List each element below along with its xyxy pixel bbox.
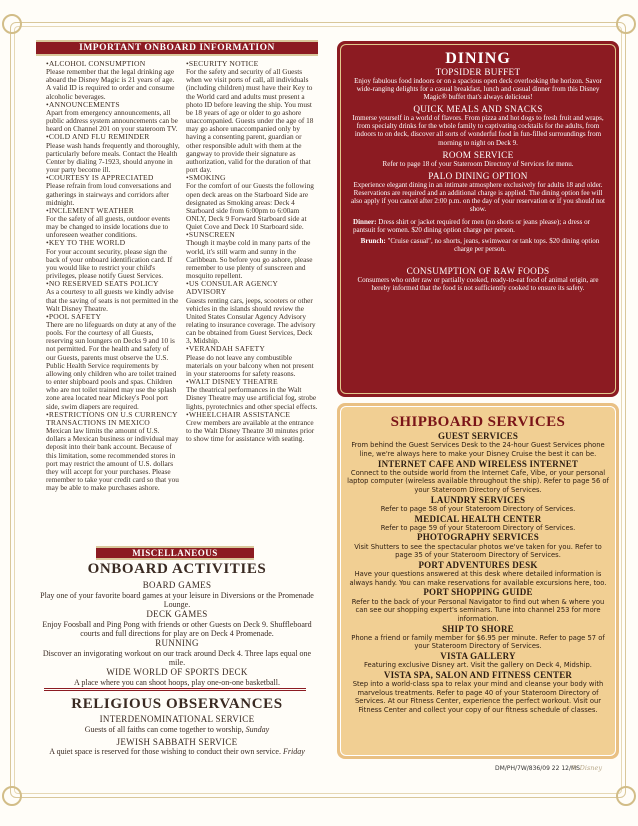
service-section-text: Phone a friend or family member for $6.95 per minute. Refer to page 57 of your Stateroom Directory of Services.	[351, 633, 605, 651]
dining-text: Refer to page 18 of your Stateroom Directory of Services for menu.	[382, 159, 574, 168]
service-day: Friday	[282, 747, 305, 757]
info-heading: •INCLEMENT WEATHER	[46, 205, 135, 215]
service-section-text: From behind the Guest Services Desk to the 24-hour Guest Services phone line, we're always here to make your Disney Cruise the best it can be.	[351, 441, 605, 458]
service-section-heading: VISTA GALLERY	[440, 651, 516, 661]
dining-text: Enjoy fabulous food indoors or on a spacious open deck overlooking the horizon. Savor wide-ranging delights for a casual breakfast, lunch and casual dinner from this Disney Magic® buffet that's always delicious!	[354, 77, 602, 102]
info-heading: •COURTESY IS APPRECIATED	[46, 173, 154, 183]
dining-heading: TOPSIDER BUFFET	[435, 67, 521, 77]
activity-text: A place where you can shoot hoops, play one-on-one basketball.	[74, 677, 280, 687]
activity-text: Enjoy Foosball and Ping Pong with friends or other Guests on Deck 9. Shuffleboard courts and full directions for play are on Deck 4 Promenade.	[42, 619, 312, 638]
dining-text: Experience elegant dining in an intimate atmosphere exclusively for adults 18 and older. Reservations are required and an additional charge is applied. The dining option fee will also apply if you cancel after 2:00 p.m. on the day of your reservation or if you should not show.	[350, 180, 605, 214]
dining-title: DINING	[445, 50, 511, 67]
info-text: There are no lifeguards on duty at any of the pools. For the courtesy of all Guests, reserving sun loungers on Decks 9 and 10 is not permitted. For the health and safety of our Guests, parents must observe the U.S. Public Health Service requirements by allowing only children who are toilet trained to enter shipboard pools and spas. Children who are not toilet trained may use the splash zone area located near Mickey's Pool port side, swim diapers are required.	[46, 320, 177, 411]
service-section-heading: LAUNDRY SERVICES	[430, 494, 526, 505]
activity-text: Discover an invigorating workout on our track around Deck 4. Three laps equal one mile.	[42, 648, 312, 667]
miscellaneous-banner: MISCELLANEOUS	[96, 546, 254, 560]
dining-heading: PALO DINING OPTION	[428, 170, 528, 181]
service-section-heading: GUEST SERVICES	[437, 431, 519, 441]
info-text: Guests renting cars, jeeps, scooters or other vehicles in the islands should review the United States Consular Agency Advisory relating to insurance coverage. The advisory can be obtained from Guest Services, Deck 3, Midship.	[186, 295, 316, 346]
service-section-heading: INTERNET CAFE AND WIRELESS INTERNET	[377, 458, 579, 469]
service-section-heading: SHIP TO SHORE	[442, 623, 514, 634]
raw-foods-notice: CONSUMPTION OF RAW FOODS Consumers who order raw or partially cooked, ready-to-eat food of animal origin, are hereby informed that the food is not sufficiently cooked to ensure its safety.	[357, 265, 599, 292]
corner-ornament-icon	[2, 14, 22, 34]
info-text: Though it maybe cold in many parts of the world, it's still warm and sunny in the Caribbean. So before you go ashore, please remember to use plenty of sunscreen and mosquito repellent.	[186, 238, 313, 281]
info-text: Please do not leave any combustible materials on your balcony when not present in your staterooms for safety reasons.	[186, 352, 314, 378]
info-heading: •ALCOHOL CONSUMPTION	[46, 59, 146, 68]
service-text	[36, 725, 318, 734]
service-section-text: Refer to page 59 of your Stateroom Directory of Services.	[380, 523, 576, 532]
info-heading: •WALT DISNEY THEATRE	[186, 377, 278, 387]
dining-text: Immerse yourself in a world of flavors. From pizza and hot dogs to fresh fruit and wraps, from specialty drinks for the whole family to captivating cocktails for the adults, from indoors to on deck, discover all sorts of wonderful food in fun-filled surroundings from morning to night on Deck 9.	[352, 114, 604, 147]
service-section-text: Connect to the outside world from the Internet Cafe, Vibe, or your personal laptop computer (wireless available throughout the ship). Refer to page 56 of your Stateroom Directory of Services.	[347, 468, 609, 494]
service-section-text: Refer to the back of your Personal Navigator to find out when & where you can see our shopping expert's seminars. Tune into channel 253 for more information.	[351, 597, 605, 623]
info-heading: •KEY TO THE WORLD	[46, 238, 126, 248]
document-code: DM/PH/7W/836/09 22 12/MS	[495, 765, 580, 772]
dinner-dress-code: Dinner: Dress shirt or jacket required for men (no shorts or jeans please); a dress or pantsuit for women. $20 dining option charge per person.	[353, 218, 590, 235]
onboard-activities-title: ONBOARD ACTIVITIES	[87, 561, 267, 577]
disney-logo: © Disney	[571, 764, 602, 772]
service-text	[36, 747, 318, 756]
section-divider	[44, 688, 306, 689]
service-section-heading: VISTA SPA, SALON AND FITNESS CENTER	[383, 669, 573, 680]
service-heading: INTERDENOMINATIONAL SERVICE	[99, 714, 255, 724]
info-heading: •VERANDAH SAFETY	[186, 344, 266, 354]
info-heading: •ANNOUNCEMENTS	[46, 99, 120, 109]
religious-observances-section	[36, 697, 318, 757]
info-text: Please refrain from loud conversations and gatherings in stairways and corridors after midnight.	[46, 181, 172, 207]
info-heading: •POOL SAFETY	[46, 311, 102, 321]
brunch-dress-code: Brunch: "Cruise casual", no shorts, jeans, swimwear or tank tops. $20 dining option charge per person.	[360, 237, 600, 254]
activity-heading: RUNNING	[155, 638, 199, 649]
info-column-right	[186, 60, 318, 443]
info-text: Crew members are available at the entrance to the Walt Disney Theatre 30 minutes prior to show time for assistance with seating.	[186, 417, 315, 444]
service-section-text: Visit Shutters to see the spectacular photos we've taken for you. Refer to page 35 of your Stateroom Directory of Services.	[354, 542, 602, 560]
info-text: For the safety of all guests, outdoor events may be changed to inside locations due to unforeseen weather conditions.	[46, 213, 171, 240]
service-section-text: Have your questions answered at this desk where detailed information is always handy. You can make reservations for available excursions here, too.	[349, 570, 607, 587]
info-text: For the comfort of our Guests the following open deck areas on the Starboard Side are designated as Smoking areas: Deck 4 Starboard side from 6:00pm to 6:00am ONLY, Deck 9 Forward Starboard side at Quiet Cove and Deck 10 Starboard side.	[186, 181, 314, 232]
info-heading: •SUNSCREEN	[186, 230, 235, 240]
service-section-text: Featuring exclusive Disney art. Visit the gallery on Deck 4, Midship.	[364, 661, 592, 670]
service-section-text: Refer to page 58 of your Stateroom Directory of Services.	[380, 504, 576, 513]
service-heading: JEWISH SABBATH SERVICE	[116, 736, 238, 747]
activity-text: Play one of your favorite board games at your leisure in Diversions or the Promenade Lounge.	[40, 590, 314, 609]
info-heading: •US CONSULAR AGENCY ADVISORY	[186, 279, 278, 297]
activity-heading: DECK GAMES	[146, 609, 208, 620]
info-text: Apart from emergency announcements, all public address system announcements can be heard on Channel 201 on your stateroom TV.	[46, 107, 178, 134]
service-section-text: Step into a world-class spa to relax your mind and cleanse your body with marvelous treatments. Refer to page 40 of your Stateroom Directory of Services. At our Fitness Center, experience the perfect workout. Visit our Fitness Center and collect your copy of our fitness schedule of classes.	[352, 680, 604, 714]
info-heading: •SECURITY NOTICE	[186, 59, 259, 68]
service-section-heading: MEDICAL HEALTH CENTER	[414, 513, 542, 524]
info-heading: •RESTRICTIONS ON U.S CURRENCY TRANSACTIONS IN MEXICO	[46, 409, 178, 427]
info-text: Please wash hands frequently and thoroughly, particularly before meals. Contact the Health Center by dialing 7-1923, should anyone in your party become ill.	[46, 140, 180, 175]
shipboard-services-panel	[337, 403, 619, 759]
info-heading: •NO RESERVED SEATS POLICY	[46, 279, 159, 289]
service-description: Guests of all faiths can come together to worship,	[84, 724, 246, 734]
service-section-heading: PORT SHOPPING GUIDE	[423, 587, 533, 598]
info-heading: •SMOKING	[186, 173, 226, 183]
important-info-banner: IMPORTANT ONBOARD INFORMATION	[36, 40, 318, 56]
info-heading: •WHEELCHAIR ASSISTANCE	[186, 409, 291, 419]
service-section-heading: PORT ADVENTURES DESK	[418, 559, 538, 570]
shipboard-services-title: SHIPBOARD SERVICES	[390, 414, 566, 430]
service-section-heading: PHOTOGRAPHY SERVICES	[417, 532, 539, 543]
info-text: Please remember that the legal drinking age aboard the Disney Magic is 21 years of age. A valid ID is required to order and consume alcoholic beverages.	[46, 67, 175, 101]
info-text: Mexican law limits the amount of U.S. dollars a Mexican business or individual may deposit into their bank account. Because of this limitation, some recommended stores in port may restrict the amount of U.S. dollars they will accept for your purchases. Please remember to take your credit card so that you may be able to make purchases ashore.	[46, 426, 179, 493]
service-day: Sunday	[245, 724, 270, 734]
info-text: For your account security, please sign the back of your onboard identification card. If you would like to restrict your child's privileges, please notify Guest Services.	[46, 246, 173, 281]
activity-heading: BOARD GAMES	[142, 580, 212, 590]
dining-heading: ROOM SERVICE	[442, 149, 514, 160]
corner-ornament-icon	[2, 786, 22, 806]
info-text: The theatrical performances in the Walt Disney Theatre may use artificial fog, strobe lights, pyrotechnics and other special effects.	[186, 385, 318, 411]
corner-ornament-icon	[616, 14, 636, 34]
info-text: As a courtesy to all guests we kindly advise that the saving of seats is not permitted in the Walt Disney Theatre.	[46, 287, 179, 313]
service-description: A quiet space is reserved for those wishing to conduct their own service.	[49, 747, 283, 757]
info-column-left	[46, 60, 180, 492]
religious-observances-title: RELIGIOUS OBSERVANCES	[71, 696, 283, 712]
dining-heading: QUICK MEALS AND SNACKS	[413, 104, 543, 115]
activity-heading: WIDE WORLD OF SPORTS DECK	[106, 667, 248, 678]
info-heading: •COLD AND FLU REMINDER	[46, 132, 150, 142]
info-text: For the safety and security of all Guests when we visit ports of call, all individuals (including children) must have their Key to the World card and adults must present a photo ID before leaving the ship. You must be 18 years of age or older to go ashore unaccompanied. Guests under the age of 18 may go ashore unaccompanied only by having a consenting parent, guardian or other responsible adult with them at the gangway to provide their signature as authorization, valid for the duration of that port day.	[186, 67, 314, 175]
section-divider	[44, 690, 306, 691]
onboard-activities-section	[36, 562, 318, 687]
dining-panel	[337, 41, 619, 397]
corner-ornament-icon	[616, 786, 636, 806]
